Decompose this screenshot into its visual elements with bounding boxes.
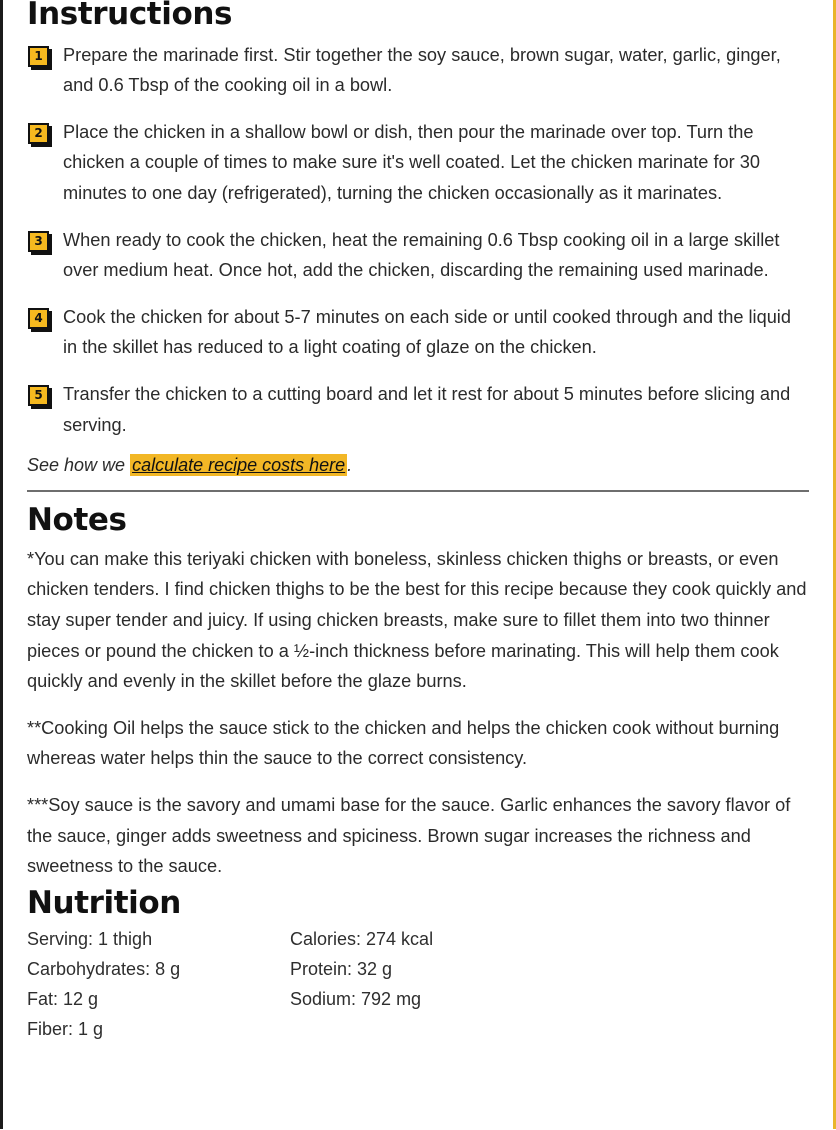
recipe-cost-note-suffix: . <box>347 455 353 476</box>
step-number-badge: 3 <box>28 231 49 252</box>
instruction-step-text: Transfer the chicken to a cutting board and let it rest for about 5 minutes before slicing and serving. <box>63 383 791 435</box>
note-paragraph: *You can make this teriyaki chicken with boneless, skinless chicken thighs or breasts, or even chicken tenders. I find chicken thighs to be the best for this recipe because they cook quickly and stay super tender and juicy. If using chicken breasts, make sure to fillet them into two thinner pieces or pound the chicken to a ½-inch thickness before marinating. This will help them cook quickly and evenly in the skillet before the glaze burns. <box>27 548 807 692</box>
note-paragraph: **Cooking Oil helps the sauce stick to the chicken and helps the chicken cook without burning whereas water helps thin the sauce to the correct consistency. <box>27 717 780 769</box>
step-number-badge: 2 <box>28 123 49 144</box>
instruction-step-text: When ready to cook the chicken, heat the remaining 0.6 Tbsp cooking oil in a large skillet over medium heat. Once hot, add the chicken, discarding the remaining used marinade. <box>63 229 780 281</box>
nutrition-heading: Nutrition <box>27 884 181 921</box>
step-number-badge: 4 <box>28 308 49 329</box>
instruction-step-text: Cook the chicken for about 5-7 minutes on each side or until cooked through and the liquid in the skillet has reduced to a light coating of glaze on the chicken. <box>63 306 791 358</box>
nutrition-protein: Protein: 32 g <box>290 959 393 980</box>
instruction-step <box>27 225 809 286</box>
instruction-step <box>27 117 809 209</box>
recipe-cost-note <box>27 450 809 480</box>
instruction-step <box>27 40 809 101</box>
nutrition-sodium: Sodium: 792 mg <box>290 989 422 1010</box>
nutrition-calories: Calories: 274 kcal <box>290 929 434 950</box>
recipe-cost-note-prefix: See how we <box>27 455 131 476</box>
instruction-step <box>27 302 809 363</box>
nutrition-serving: Serving: 1 thigh <box>27 929 153 950</box>
notes-heading: Notes <box>27 502 127 539</box>
instructions-heading: Instructions <box>27 0 233 32</box>
instruction-step-text: Place the chicken in a shallow bowl or dish, then pour the marinade over top. Turn the chicken a couple of times to make sure it's well coated. Let the chicken marinate for 30 minutes to one day (refrigerated), turning the chicken occasionally as it marinates. <box>63 121 760 203</box>
instruction-step <box>27 379 809 440</box>
step-number-badge: 1 <box>28 46 49 67</box>
note-paragraph: ***Soy sauce is the savory and umami base for the sauce. Garlic enhances the savory flavor of the sauce, ginger adds sweetness and spiciness. Brown sugar increases the richness and sweetness to the sauce. <box>27 794 791 877</box>
step-number-badge: 5 <box>28 385 49 406</box>
section-divider <box>27 490 809 492</box>
instruction-step-text: Prepare the marinade first. Stir together the soy sauce, brown sugar, water, garlic, ginger, and 0.6 Tbsp of the cooking oil in a bowl. <box>63 44 781 96</box>
instructions-list <box>27 40 809 441</box>
nutrition-fiber: Fiber: 1 g <box>27 1019 104 1040</box>
nutrition-fat: Fat: 12 g <box>27 989 99 1010</box>
calculate-recipe-costs-link[interactable]: calculate recipe costs here <box>132 455 346 476</box>
nutrition-carbohydrates: Carbohydrates: 8 g <box>27 959 181 980</box>
nutrition-grid <box>27 924 809 1044</box>
nutrition-spacer <box>290 1014 809 1044</box>
